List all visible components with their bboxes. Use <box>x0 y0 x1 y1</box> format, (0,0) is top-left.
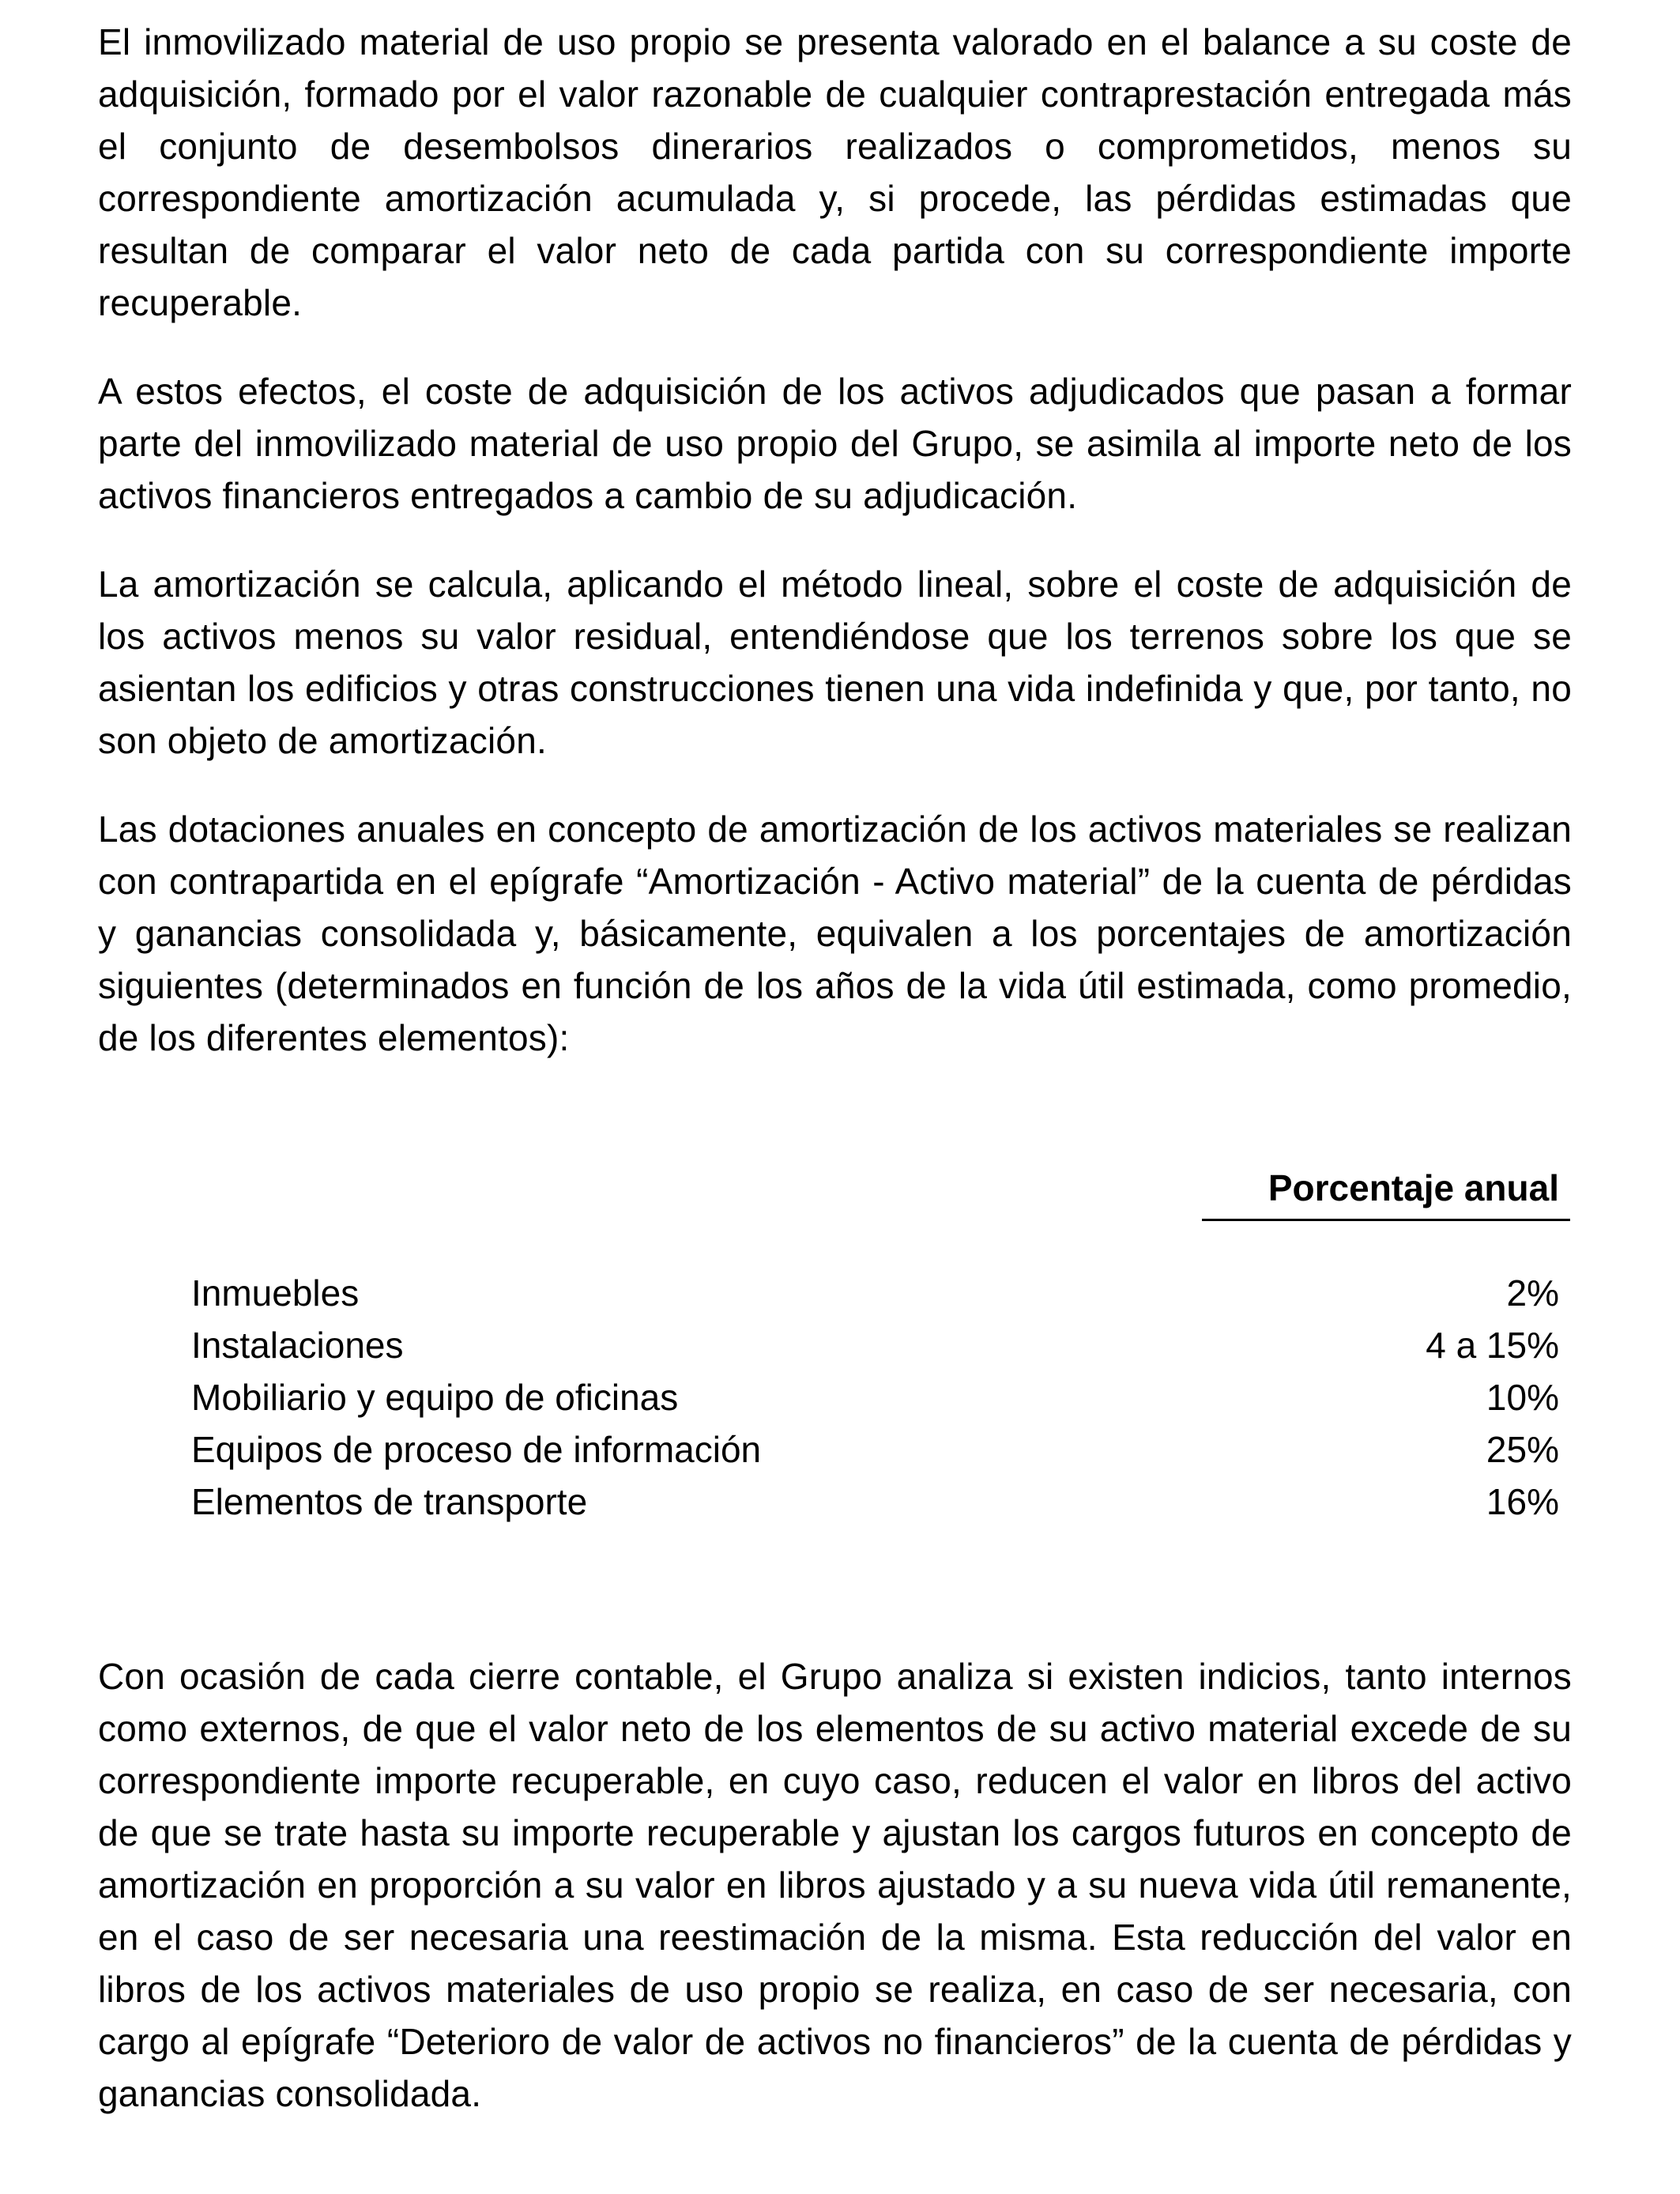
row-value: 25% <box>1486 1429 1559 1470</box>
paragraph-depreciation-method: La amortización se calcula, aplicando el método lineal, sobre el coste de adquisición de los activos menos su valor residual, entendiéndose que los terrenos sobre los que se asientan los edificios y otras construcciones tienen una vida indefinida y que, por tanto, no son objeto de amortización. <box>98 564 1572 761</box>
row-label: Inmuebles <box>191 1272 360 1314</box>
row-label: Elementos de transporte <box>191 1481 588 1522</box>
row-value: 10% <box>1486 1377 1559 1418</box>
document-body <box>98 16 1572 1100</box>
table-row <box>191 1371 1559 1423</box>
table-row <box>191 1267 1559 1319</box>
table-row <box>191 1476 1559 1528</box>
table-header-rule <box>1202 1219 1570 1221</box>
closing-section <box>98 1650 1572 2156</box>
table-row <box>191 1319 1559 1371</box>
row-label: Mobiliario y equipo de oficinas <box>191 1377 679 1418</box>
table-header <box>98 1162 1572 1225</box>
row-value: 16% <box>1486 1481 1559 1522</box>
row-label: Equipos de proceso de información <box>191 1429 762 1470</box>
row-value: 4 a 15% <box>1426 1325 1559 1366</box>
depreciation-table <box>98 1162 1572 1522</box>
paragraph-adjudicated-assets: A estos efectos, el coste de adquisición de los activos adjudicados que pasan a formar parte del inmovilizado material de uso propio del Grupo, se asimila al importe neto de los activos financieros entregados a cambio de su adjudicación. <box>98 371 1572 516</box>
table-row <box>191 1423 1559 1476</box>
row-value: 2% <box>1506 1272 1559 1314</box>
table-header-label: Porcentaje anual <box>1268 1167 1559 1208</box>
row-label: Instalaciones <box>191 1325 404 1366</box>
paragraph-annual-allocations: Las dotaciones anuales en concepto de amortización de los activos materiales se realizan con contrapartida en el epígrafe “Amortización - Activo material” de la cuenta de pérdidas y ganancias consolidada y, básicamente, equivalen a los porcentajes de amortización siguientes (determinados en función de los años de la vida útil estimada, como promedio, de los diferentes elementos): <box>98 809 1572 1058</box>
paragraph-valuation: El inmovilizado material de uso propio se presenta valorado en el balance a su coste de adquisición, formado por el valor razonable de cualquier contraprestación entregada más el conjunto de desembolsos dinerarios realizados o comprometidos, menos su correspondiente amortización acumulada y, si procede, las pérdidas estimadas que resultan de comparar el valor neto de cada partida con su correspondiente importe recuperable. <box>98 21 1572 323</box>
paragraph-impairment: Con ocasión de cada cierre contable, el Grupo analiza si existen indicios, tanto internos como externos, de que el valor neto de los elementos de su activo material excede de su correspondiente importe recuperable, en cuyo caso, reducen el valor en libros del activo de que se trate hasta su importe recuperable y ajustan los cargos futuros en concepto de amortización en proporción a su valor en libros ajustado y a su nueva vida útil remanente, en el caso de ser necesaria una reestimación de la misma. Esta reducción del valor en libros de los activos materiales de uso propio se realiza, en caso de ser necesaria, con cargo al epígrafe “Deterioro de valor de activos no financieros” de la cuenta de pérdidas y ganancias consolidada. <box>98 1656 1572 2114</box>
table-rows <box>191 1267 1559 1528</box>
